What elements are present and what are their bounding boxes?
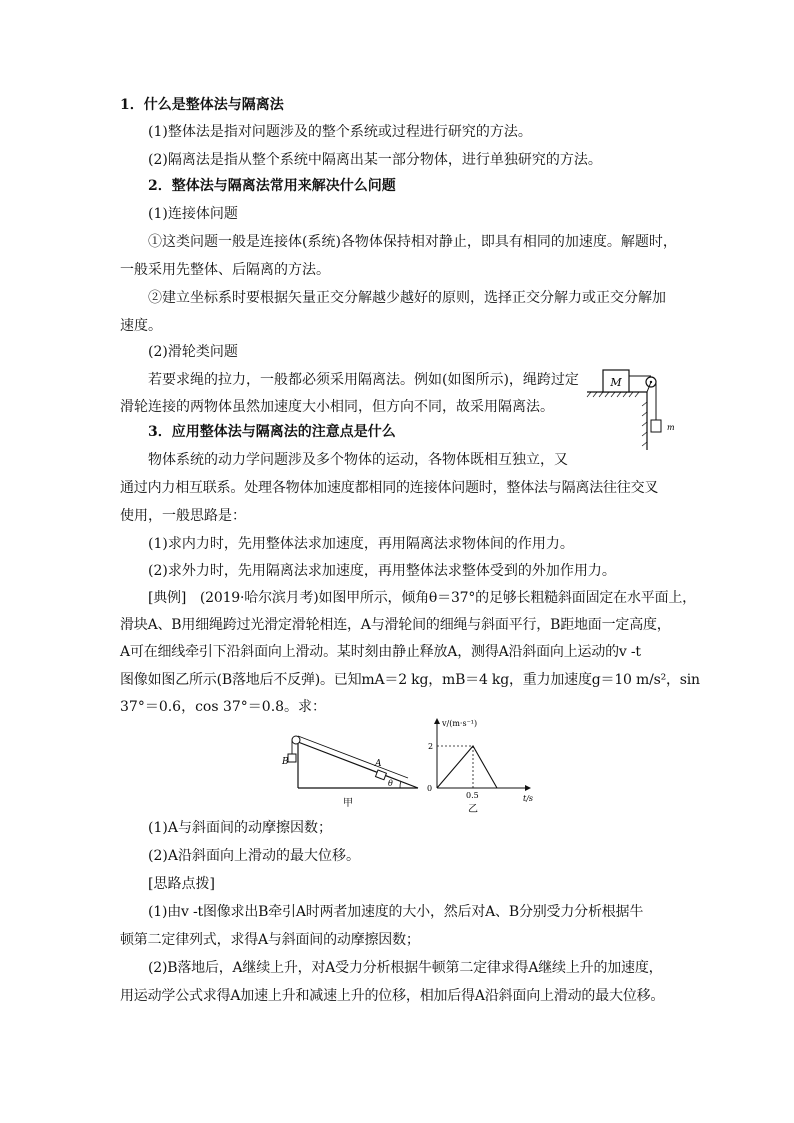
hint-line: (1)由v -t图像求出B牵引A时两者加速度的大小，然后对A、B分别受力分析根据牛 [148, 904, 644, 920]
text-line: (1)连接体问题 [148, 206, 238, 222]
block-m-label: m [667, 423, 675, 432]
heading-1: 1．什么是整体法与隔离法 [120, 97, 284, 113]
text-line: ①这类问题一般是连接体(系统)各物体保持相对静止，即具有相同的加速度。解题时， [148, 234, 677, 250]
text-line: 使用，一般思路是： [120, 508, 246, 524]
hint-line: 用运动学公式求得A加速上升和减速上升的位移，相加后得A沿斜面向上滑动的最大位移。 [120, 988, 665, 1004]
hint-line: (2)B落地后，A继续上升，对A受力分析根据牛顿第二定律求得A继续上升的加速度， [148, 960, 663, 976]
incline-figure [278, 722, 423, 812]
hint-heading: [思路点拨] [148, 876, 215, 892]
y-axis-label: v/(m·s⁻¹) [442, 719, 478, 728]
x-tick-label: 0.5 [466, 791, 479, 800]
text-line: 若要求绳的拉力，一般都必须采用隔离法。例如(如图所示)，绳跨过定 [148, 372, 579, 388]
text-line: (2)求外力时，先用隔离法求加速度，再用整体法求整体受到的外加作用力。 [148, 563, 616, 579]
example-line: 滑块A、B用细绳跨过光滑定滑轮相连，A与滑轮间的细绳与斜面平行，B距地面一定高度， [120, 617, 671, 633]
hint-line: 顿第二定律列式，求得A与斜面间的动摩擦因数； [120, 932, 420, 948]
text-line: 一般采用先整体、后隔离的方法。 [120, 262, 330, 278]
question-1: (1)A与斜面间的动摩擦因数； [148, 820, 332, 836]
text-line: (2)滑轮类问题 [148, 344, 238, 360]
text-line: 通过内力相互联系。处理各物体加速度都相同的连接体问题时，整体法与隔离法往往交叉 [120, 480, 659, 496]
pulley-figure [585, 362, 685, 452]
vt-curve [437, 746, 497, 788]
block-A-label: A [375, 759, 382, 769]
y-tick-label: 2 [428, 742, 434, 751]
text-line: 滑轮连接的两物体虽然加速度大小相同，但方向不同，故采用隔离法。 [120, 399, 554, 415]
vt-graph [425, 716, 555, 816]
heading-2: 2．整体法与隔离法常用来解决什么问题 [148, 178, 396, 194]
example-line: A可在细线牵引下沿斜面向上滑动。某时刻由静止释放A，测得A沿斜面向上运动的v -t [120, 644, 641, 660]
text-line: 速度。 [120, 318, 162, 334]
text-line: (1)整体法是指对问题涉及的整个系统或过程进行研究的方法。 [148, 124, 532, 140]
figure-caption-yi: 乙 [468, 804, 478, 815]
text-line: (1)求内力时，先用整体法求加速度，再用隔离法求物体间的作用力。 [148, 536, 574, 552]
block-M-label: M [610, 376, 622, 389]
heading-3: 3．应用整体法与隔离法的注意点是什么 [148, 424, 396, 440]
example-line: 37°＝0.6，cos 37°＝0.8。求： [120, 699, 327, 715]
example-line: [典例] (2019·哈尔滨月考)如图甲所示，倾角θ＝37°的足够长粗糙斜面固定在水平面上， [148, 590, 696, 606]
text-line: ②建立坐标系时要根据矢量正交分解越少越好的原则，选择正交分解力或正交分解加 [148, 290, 666, 306]
angle-theta-label: θ [388, 779, 393, 788]
example-line: 图像如图乙所示(B落地后不反弹)。已知mA＝2 kg，mB＝4 kg，重力加速度g＝10 m/s²，sin [120, 672, 700, 688]
origin-label: 0 [427, 784, 433, 793]
x-axis-label: t/s [523, 794, 534, 803]
text-line: (2)隔离法是指从整个系统中隔离出某一部分物体，进行单独研究的方法。 [148, 152, 602, 168]
question-2: (2)A沿斜面向上滑动的最大位移。 [148, 848, 360, 864]
figure-caption-jia: 甲 [343, 798, 353, 809]
text-line: 物体系统的动力学问题涉及多个物体的运动，各物体既相互独立，又 [148, 452, 568, 468]
block-B-label: B [282, 757, 289, 767]
